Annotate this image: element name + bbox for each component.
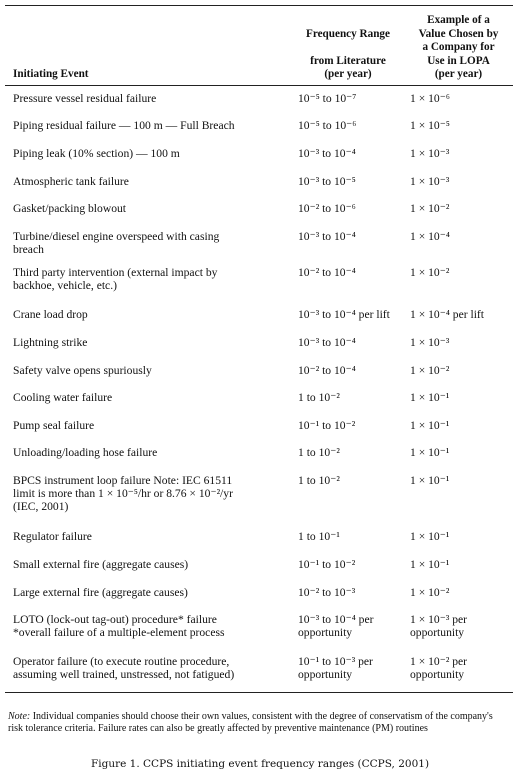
table-note: [8, 711, 508, 734]
example-cell: [404, 260, 513, 302]
event-cell: [5, 260, 292, 302]
event-cell-line: *overall failure of a multiple-element process: [13, 626, 225, 639]
frequency-cell: [292, 141, 404, 169]
event-cell: [5, 524, 292, 552]
example-cell: [404, 413, 513, 440]
example-cell: [404, 580, 513, 607]
table-row: [5, 607, 513, 649]
example-cell-line: 1 × 10⁻¹: [410, 446, 450, 459]
frequency-cell: [292, 358, 404, 385]
event-cell-line: Third party intervention (external impact by: [13, 266, 218, 279]
header-gap: [294, 42, 402, 55]
frequency-cell: [292, 607, 404, 649]
event-cell-line: Cooling water failure: [13, 391, 113, 404]
frequency-cell-line: 10⁻³ to 10⁻⁵: [298, 175, 356, 188]
frequency-cell-line: 10⁻⁵ to 10⁻⁶: [298, 119, 357, 132]
frequency-cell-line: 10⁻¹ to 10⁻³ per: [298, 655, 373, 668]
frequency-cell: [292, 385, 404, 413]
event-cell-line: Safety valve opens spuriously: [13, 364, 152, 377]
example-cell: [404, 224, 513, 260]
event-cell: [5, 141, 292, 169]
example-cell-line: 1 × 10⁻⁴: [410, 230, 450, 243]
event-cell-line: Crane load drop: [13, 308, 88, 321]
frequency-cell: [292, 113, 404, 141]
example-cell-line: 1 × 10⁻²: [410, 202, 450, 215]
frequency-cell: [292, 468, 404, 524]
frequency-cell: [292, 196, 404, 224]
frequency-cell: [292, 260, 404, 302]
frequency-cell-line: 10⁻² to 10⁻⁶: [298, 202, 356, 215]
example-cell-line: 1 × 10⁻³ per: [410, 613, 468, 626]
header-example-line1: Example of a: [427, 14, 490, 26]
table-header-row: [5, 6, 513, 86]
example-cell-line: 1 × 10⁻¹: [410, 530, 450, 543]
example-cell: [404, 330, 513, 358]
example-cell-line: 1 × 10⁻⁶: [410, 91, 450, 105]
table-row: [5, 468, 513, 524]
example-cell: [404, 358, 513, 385]
example-cell-line: 1 × 10⁻³: [410, 147, 450, 160]
event-cell-line: breach: [13, 243, 44, 256]
example-cell-line: 1 × 10⁻²: [410, 364, 450, 377]
example-cell-line: 1 × 10⁻² per: [410, 655, 468, 668]
event-cell: [5, 330, 292, 358]
event-cell: [5, 113, 292, 141]
header-frequency-line2: from Literature: [310, 54, 386, 67]
frequency-cell-line: 1 to 10⁻²: [298, 474, 340, 487]
event-cell: [5, 580, 292, 607]
header-example-line4: Use in LOPA: [427, 54, 490, 67]
note-text: Individual companies should choose their own values, consistent with the degree of conservatism of the company's risk tolerance criteria. Failure rates can also be greatly affected by preventive maintenance (PM) routines: [8, 711, 493, 734]
event-cell: [5, 302, 292, 330]
event-cell-line: Gasket/packing blowout: [13, 202, 127, 215]
frequency-cell: [292, 302, 404, 330]
frequency-cell-line: 10⁻³ to 10⁻⁴ per: [298, 613, 374, 626]
frequency-cell: [292, 330, 404, 358]
example-cell-line: 1 × 10⁻⁵: [410, 119, 450, 132]
example-cell-line: opportunity: [410, 668, 465, 681]
example-cell: [404, 169, 513, 196]
event-cell-line: Regulator failure: [13, 530, 92, 543]
header-example-value: [404, 6, 513, 86]
example-cell-line: 1 × 10⁻³: [410, 336, 450, 349]
event-cell-line: (IEC, 2001): [13, 500, 69, 513]
event-cell-line: Large external fire (aggregate causes): [13, 586, 188, 599]
example-cell: [404, 302, 513, 330]
frequency-cell-line: 10⁻³ to 10⁻⁴ per lift: [298, 308, 390, 321]
header-event-label: Initiating Event: [13, 68, 89, 80]
frequency-cell-line: 10⁻¹ to 10⁻²: [298, 558, 356, 571]
figure-caption: Figure 1. CCPS initiating event frequency ranges (CCPS, 2001): [90, 758, 430, 770]
frequency-cell: [292, 552, 404, 580]
event-cell-line: Piping leak (10% section) — 100 m: [13, 147, 180, 160]
table-row: [5, 385, 513, 413]
event-cell: [5, 196, 292, 224]
event-cell: [5, 440, 292, 468]
frequency-cell: [292, 413, 404, 440]
table-row: [5, 358, 513, 385]
frequency-cell: [292, 440, 404, 468]
table-row: [5, 330, 513, 358]
frequency-cell-line: 10⁻² to 10⁻³: [298, 586, 356, 599]
event-cell-line: Atmospheric tank failure: [13, 175, 129, 188]
header-example-line5: (per year): [434, 68, 483, 80]
frequency-cell-line: 10⁻³ to 10⁻⁴: [298, 336, 356, 349]
frequency-cell-line: opportunity: [298, 668, 353, 681]
event-cell: [5, 413, 292, 440]
example-cell: [404, 141, 513, 169]
example-cell-line: 1 × 10⁻²: [410, 586, 450, 599]
frequency-cell-line: 10⁻⁵ to 10⁻⁷: [298, 91, 357, 105]
table-row: [5, 440, 513, 468]
event-cell-line: LOTO (lock-out tag-out) procedure* failure: [13, 613, 217, 626]
example-cell-line: 1 × 10⁻¹: [410, 419, 450, 432]
event-cell: [5, 552, 292, 580]
event-cell-line: Operator failure (to execute routine procedure,: [13, 655, 230, 668]
frequency-cell-line: 1 to 10⁻¹: [298, 530, 340, 543]
example-cell: [404, 440, 513, 468]
table-row: [5, 224, 513, 260]
frequency-cell: [292, 169, 404, 196]
event-cell-line: Turbine/diesel engine overspeed with casing: [13, 230, 220, 243]
event-cell-line: Pump seal failure: [13, 419, 95, 432]
table-body: [5, 85, 513, 692]
note-label: Note:: [8, 711, 31, 722]
header-example-line3: a Company for: [422, 41, 495, 53]
header-initiating-event: [5, 6, 292, 86]
event-cell: [5, 85, 292, 113]
example-cell-line: 1 × 10⁻²: [410, 266, 450, 279]
initiating-event-table: [5, 5, 513, 693]
example-cell-line: 1 × 10⁻¹: [410, 474, 450, 487]
frequency-cell-line: 1 to 10⁻²: [298, 446, 340, 459]
frequency-cell: [292, 649, 404, 692]
event-cell-line: Lightning strike: [13, 336, 88, 349]
header-frequency-line1: Frequency Range: [305, 28, 390, 40]
table-row: [5, 169, 513, 196]
frequency-cell: [292, 524, 404, 552]
event-cell-line: Pressure vessel residual failure: [13, 91, 157, 105]
example-cell: [404, 196, 513, 224]
table-row: [5, 302, 513, 330]
frequency-cell: [292, 85, 404, 113]
event-cell-line: Piping residual failure — 100 m — Full Breach: [13, 119, 235, 132]
example-cell-line: 1 × 10⁻⁴ per lift: [410, 308, 485, 321]
table-row: [5, 649, 513, 692]
example-cell-line: 1 × 10⁻³: [410, 175, 450, 188]
example-cell: [404, 385, 513, 413]
example-cell-line: opportunity: [410, 626, 465, 639]
frequency-cell-line: 1 to 10⁻²: [298, 391, 340, 404]
event-cell: [5, 385, 292, 413]
event-cell-line: assuming well trained, unstressed, not fatigued): [13, 668, 235, 681]
event-cell-line: Small external fire (aggregate causes): [13, 558, 189, 571]
frequency-cell-line: 10⁻³ to 10⁻⁴: [298, 147, 356, 160]
table-row: [5, 196, 513, 224]
event-cell: [5, 224, 292, 260]
table-row: [5, 85, 513, 113]
table-row: [5, 580, 513, 607]
frequency-cell-line: 10⁻² to 10⁻⁴: [298, 266, 356, 279]
example-cell: [404, 113, 513, 141]
frequency-cell: [292, 580, 404, 607]
frequency-cell-line: opportunity: [298, 626, 353, 639]
example-cell: [404, 468, 513, 524]
event-cell: [5, 468, 292, 524]
event-cell-line: limit is more than 1 × 10⁻⁵/hr or 8.76 × 10⁻²/yr: [13, 487, 233, 500]
header-example-line2: Value Chosen by: [418, 27, 499, 40]
event-cell: [5, 607, 292, 649]
event-cell-line: BPCS instrument loop failure Note: IEC 61511: [13, 474, 233, 487]
event-cell: [5, 649, 292, 692]
event-cell-line: backhoe, vehicle, etc.): [13, 279, 117, 292]
header-frequency-line3: (per year): [324, 68, 372, 80]
example-cell: [404, 552, 513, 580]
frequency-cell-line: 10⁻³ to 10⁻⁴: [298, 230, 356, 243]
event-cell: [5, 358, 292, 385]
table-row: [5, 141, 513, 169]
example-cell: [404, 607, 513, 649]
frequency-cell-line: 10⁻¹ to 10⁻²: [298, 419, 356, 432]
example-cell: [404, 649, 513, 692]
frequency-table-container: [5, 5, 513, 693]
frequency-cell-line: 10⁻² to 10⁻⁴: [298, 364, 356, 377]
table-row: [5, 260, 513, 302]
table-row: [5, 524, 513, 552]
header-frequency-range: [292, 6, 404, 86]
example-cell-line: 1 × 10⁻¹: [410, 391, 450, 404]
example-cell: [404, 524, 513, 552]
table-row: [5, 113, 513, 141]
event-cell-line: Unloading/loading hose failure: [13, 446, 158, 459]
frequency-cell: [292, 224, 404, 260]
example-cell: [404, 85, 513, 113]
example-cell-line: 1 × 10⁻¹: [410, 558, 450, 571]
table-row: [5, 413, 513, 440]
table-row: [5, 552, 513, 580]
event-cell: [5, 169, 292, 196]
